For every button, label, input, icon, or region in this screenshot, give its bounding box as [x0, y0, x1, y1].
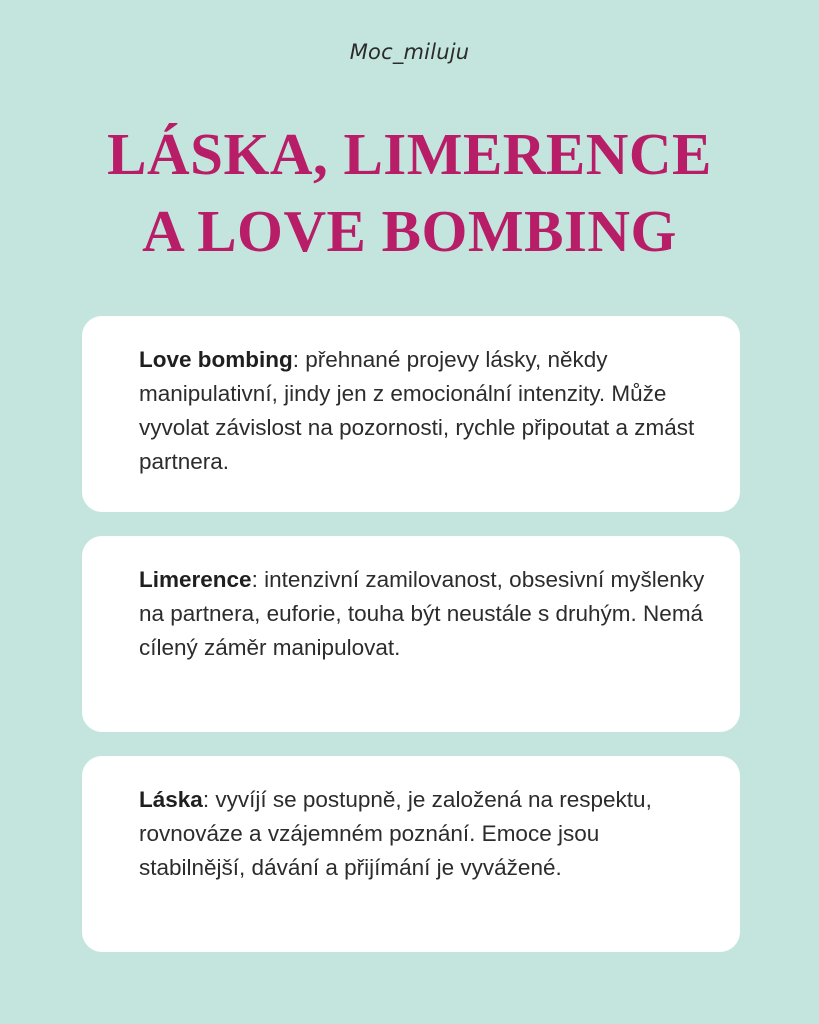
card-limerence [82, 536, 740, 732]
page-title-line-1: LÁSKA, LIMERENCE [107, 121, 712, 187]
card-love-bombing [82, 316, 740, 512]
page-title-line-2: A LOVE BOMBING [142, 198, 677, 264]
page-title [0, 116, 819, 270]
card-term: Láska [139, 787, 203, 812]
card-definition: : intenzivní zamilovanost, obsesivní myšlenky na partnera, euforie, touha být neustále s druhým. Nemá cílený záměr manipulovat. [139, 567, 705, 660]
card-term: Love bombing [139, 347, 293, 372]
card-definition: : vyvíjí se postupně, je založená na respektu, rovnováze a vzájemném poznání. Emoce jsou stabilnější, dávání a přijímání je vyvážené. [139, 787, 652, 880]
account-handle: Moc_miluju [349, 40, 470, 64]
card-term: Limerence [139, 567, 252, 592]
card-laska [82, 756, 740, 952]
card-definition: : přehnané projevy lásky, někdy manipulativní, jindy jen z emocionální intenzity. Může vyvolat závislost na pozornosti, rychle připoutat a zmást partnera. [139, 347, 695, 474]
